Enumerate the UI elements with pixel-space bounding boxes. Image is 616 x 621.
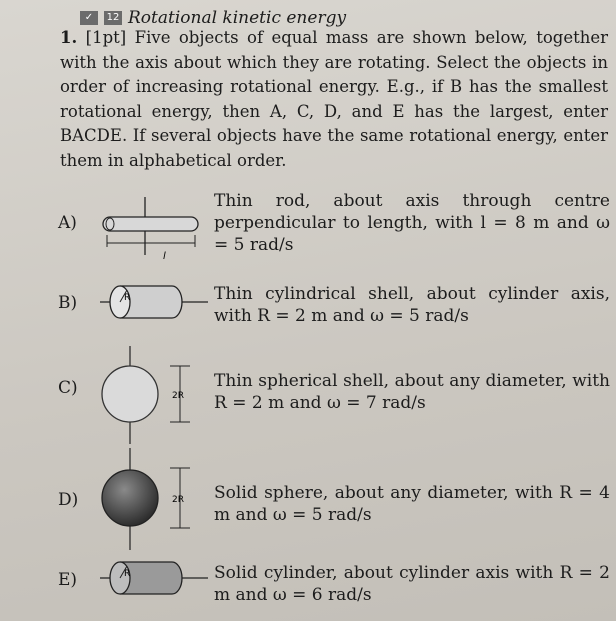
spherical-shell-figure	[100, 346, 200, 446]
problem-number-badge: 12	[104, 11, 122, 25]
solid-sphere-diameter-label: 2R	[172, 495, 184, 505]
item-a-letter: A)	[58, 213, 77, 233]
question-header	[80, 8, 346, 28]
cylindrical-shell-figure	[100, 280, 210, 326]
item-d-letter: D)	[58, 490, 79, 510]
problem-title: Rotational kinetic energy	[128, 8, 347, 28]
question-body: Five objects of equal mass are shown below, together with the axis about which they are rotating. Select the objects in order of increasing rotational energy. E.g., if B has the smallest rotational energy, then A, C, D, and E has the largest, enter BACDE. If several objects have the same rotational energy, enter them in alphabetical order.	[60, 28, 609, 170]
item-c-letter: C)	[58, 378, 78, 398]
item-d-text: Solid sphere, about any diameter, with R = 4 m and ω = 5 rad/s	[214, 483, 610, 525]
status-badge: ✓	[80, 11, 98, 25]
question-points: [1pt]	[85, 28, 127, 47]
cylinder-radius-label: R	[124, 569, 131, 579]
item-b-text: Thin cylindrical shell, about cylinder axis, with R = 2 m and ω = 5 rad/s	[214, 284, 610, 326]
item-e-text: Solid cylinder, about cylinder axis with R = 2 m and ω = 6 rad/s	[214, 563, 610, 605]
solid-cylinder-figure	[100, 556, 210, 602]
item-e-letter: E)	[58, 570, 78, 590]
item-a-text: Thin rod, about axis through centre perpendicular to length, with l = 8 m and ω = 5 rad/s	[214, 191, 610, 255]
thin-rod-figure	[95, 195, 207, 265]
question-number: 1.	[60, 28, 78, 47]
item-c-text: Thin spherical shell, about any diameter, with R = 2 m and ω = 7 rad/s	[214, 371, 610, 413]
shell-radius-label: R	[124, 293, 131, 303]
item-b-letter: B)	[58, 293, 78, 313]
rod-length-label: l	[163, 251, 166, 262]
sphere-shell-diameter-label: 2R	[172, 391, 184, 401]
solid-sphere-figure	[100, 448, 200, 552]
question-text	[60, 26, 608, 173]
